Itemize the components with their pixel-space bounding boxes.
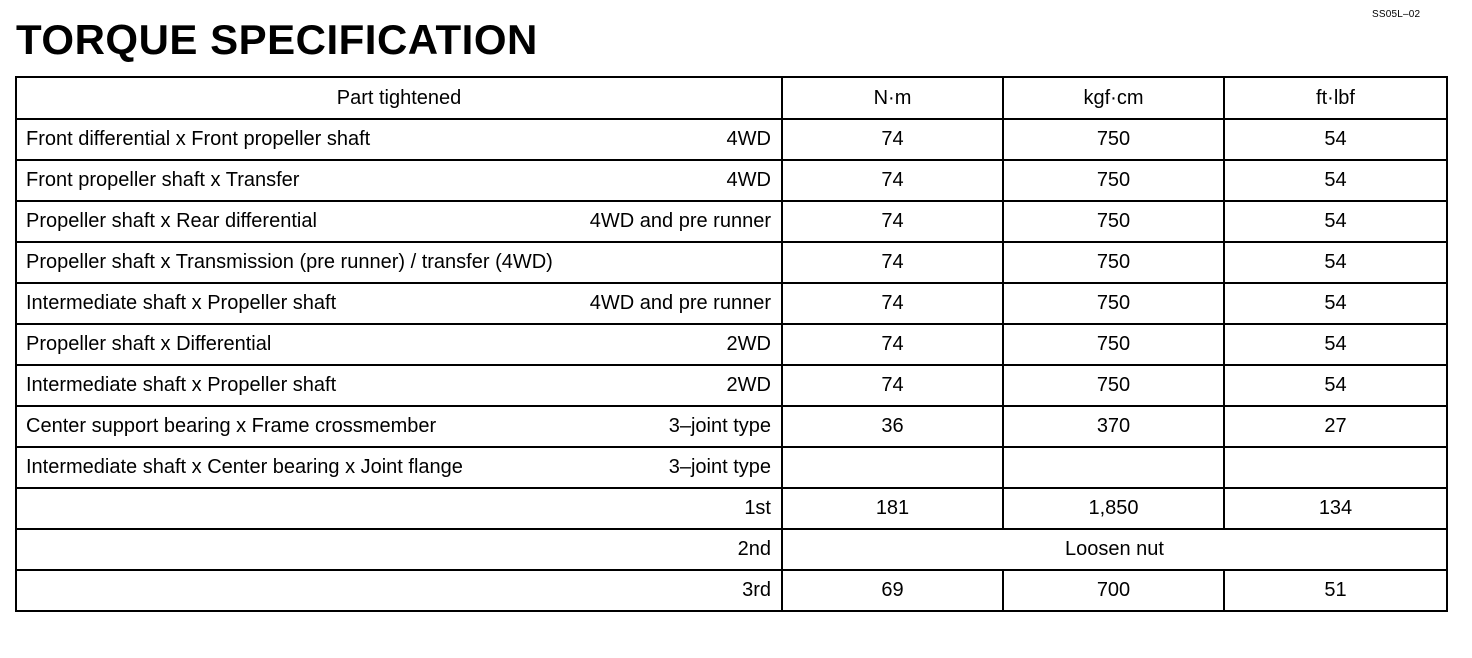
nm-value: 74 (782, 201, 1003, 242)
nm-value: 74 (782, 365, 1003, 406)
part-cell (16, 488, 782, 529)
nm-value (782, 447, 1003, 488)
part-cell (16, 406, 782, 447)
ft-lbf-value: 54 (1224, 283, 1447, 324)
part-note: 3–joint type (668, 456, 771, 478)
kgf-cm-value: 700 (1003, 570, 1224, 611)
step-label: 3rd (742, 579, 771, 601)
part-name: Propeller shaft x Rear differential (26, 210, 317, 232)
kgf-cm-value: 750 (1003, 160, 1224, 201)
nm-value: 74 (782, 242, 1003, 283)
part-cell (16, 160, 782, 201)
part-cell (16, 529, 782, 570)
table-row (16, 529, 1447, 570)
part-cell (16, 570, 782, 611)
nm-value: 181 (782, 488, 1003, 529)
part-cell (16, 119, 782, 160)
part-note: 4WD (726, 128, 771, 150)
table-row (16, 406, 1447, 447)
page-title: TORQUE SPECIFICATION (16, 16, 538, 63)
kgf-cm-value (1003, 447, 1224, 488)
table-row (16, 160, 1447, 201)
part-name: Front differential x Front propeller shaft (26, 128, 371, 150)
table-row (16, 119, 1447, 160)
document-code: SS05L–02 (1372, 9, 1421, 20)
part-name: Front propeller shaft x Transfer (26, 169, 300, 191)
ft-lbf-value: 54 (1224, 160, 1447, 201)
kgf-cm-value: 370 (1003, 406, 1224, 447)
part-cell (16, 201, 782, 242)
nm-value: 74 (782, 283, 1003, 324)
kgf-cm-value: 1,850 (1003, 488, 1224, 529)
header-ft-lbf: ft·lbf (1224, 77, 1447, 119)
table-row (16, 324, 1447, 365)
part-note: 4WD and pre runner (589, 210, 771, 232)
part-name: Propeller shaft x Differential (26, 333, 272, 355)
step-label: 2nd (737, 538, 771, 560)
ft-lbf-value: 54 (1224, 365, 1447, 406)
part-cell (16, 365, 782, 406)
kgf-cm-value: 750 (1003, 201, 1224, 242)
ft-lbf-value: 54 (1224, 201, 1447, 242)
ft-lbf-value: 54 (1224, 242, 1447, 283)
part-name: Propeller shaft x Transmission (pre runner) / transfer (4WD) (26, 251, 553, 273)
merged-instruction: Loosen nut (782, 529, 1447, 570)
part-cell (16, 447, 782, 488)
table-row (16, 570, 1447, 611)
header-kgf-cm: kgf·cm (1003, 77, 1224, 119)
part-note: 3–joint type (668, 415, 771, 437)
table-header-row (16, 77, 1447, 119)
part-note: 2WD (726, 333, 771, 355)
table-row (16, 201, 1447, 242)
nm-value: 69 (782, 570, 1003, 611)
ft-lbf-value: 54 (1224, 119, 1447, 160)
part-name: Intermediate shaft x Propeller shaft (26, 292, 337, 314)
step-label: 1st (744, 497, 771, 519)
kgf-cm-value: 750 (1003, 324, 1224, 365)
table-row (16, 447, 1447, 488)
part-name: Intermediate shaft x Propeller shaft (26, 374, 337, 396)
kgf-cm-value: 750 (1003, 119, 1224, 160)
table-row (16, 365, 1447, 406)
table-row (16, 242, 1447, 283)
nm-value: 36 (782, 406, 1003, 447)
ft-lbf-value: 51 (1224, 570, 1447, 611)
kgf-cm-value: 750 (1003, 365, 1224, 406)
part-cell (16, 283, 782, 324)
table-row (16, 488, 1447, 529)
ft-lbf-value (1224, 447, 1447, 488)
table-row (16, 283, 1447, 324)
part-note: 4WD and pre runner (589, 292, 771, 314)
part-note: 2WD (726, 374, 771, 396)
nm-value: 74 (782, 160, 1003, 201)
header-nm: N·m (782, 77, 1003, 119)
part-name: Center support bearing x Frame crossmember (26, 415, 437, 437)
ft-lbf-value: 27 (1224, 406, 1447, 447)
part-cell (16, 324, 782, 365)
header-part-tightened: Part tightened (16, 77, 782, 119)
ft-lbf-value: 54 (1224, 324, 1447, 365)
nm-value: 74 (782, 324, 1003, 365)
part-cell (16, 242, 782, 283)
part-note: 4WD (726, 169, 771, 191)
kgf-cm-value: 750 (1003, 242, 1224, 283)
nm-value: 74 (782, 119, 1003, 160)
ft-lbf-value: 134 (1224, 488, 1447, 529)
part-name: Intermediate shaft x Center bearing x Joint flange (26, 456, 463, 478)
torque-spec-table (15, 76, 1448, 612)
kgf-cm-value: 750 (1003, 283, 1224, 324)
